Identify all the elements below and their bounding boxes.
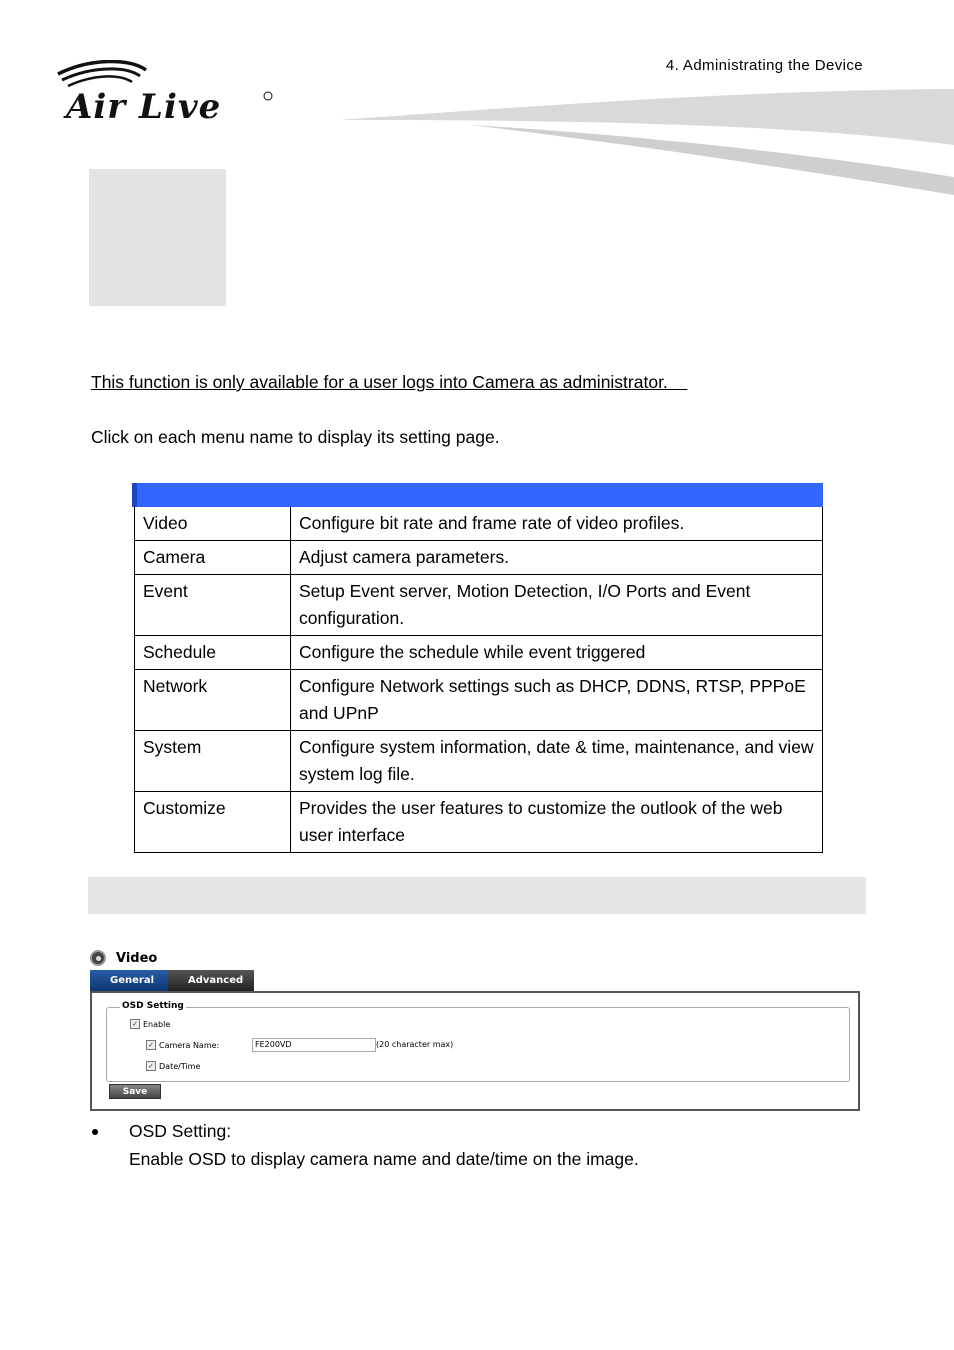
datetime-checkbox[interactable]: ✓ bbox=[146, 1061, 156, 1071]
table-row bbox=[135, 575, 823, 636]
chapter-number-box bbox=[89, 169, 226, 306]
tab-general[interactable]: General bbox=[90, 970, 168, 991]
airlive-logo bbox=[50, 60, 280, 126]
menu-desc: Setup Event server, Motion Detection, I/O Ports and Event configuration. bbox=[291, 575, 823, 636]
camera-name-hint: (20 character max) bbox=[376, 1040, 454, 1049]
table-row bbox=[135, 792, 823, 853]
enable-row bbox=[130, 1019, 170, 1029]
menu-name: Customize bbox=[135, 792, 291, 853]
bullet-icon bbox=[92, 1129, 98, 1135]
camera-name-label: Camera Name: bbox=[159, 1040, 220, 1050]
table-header-row bbox=[135, 484, 823, 507]
camera-icon bbox=[90, 950, 106, 966]
menu-table bbox=[132, 483, 823, 853]
header-swoosh bbox=[340, 85, 954, 200]
menu-desc: Configure system information, date & time, maintenance, and view system log file. bbox=[291, 731, 823, 792]
instruction-text: Click on each menu name to display its setting page. bbox=[91, 427, 500, 447]
chapter-heading: 4. Administrating the Device bbox=[665, 57, 863, 74]
menu-desc: Adjust camera parameters. bbox=[291, 541, 823, 575]
screenshot-title bbox=[90, 948, 157, 968]
bullet-title: OSD Setting: bbox=[129, 1121, 232, 1141]
save-button[interactable]: Save bbox=[109, 1084, 161, 1099]
table-row bbox=[135, 636, 823, 670]
tab-bar bbox=[90, 970, 254, 991]
datetime-row bbox=[146, 1061, 200, 1071]
menu-name: System bbox=[135, 731, 291, 792]
video-settings-screenshot bbox=[90, 948, 862, 1114]
table-row bbox=[135, 731, 823, 792]
table-header-cell bbox=[291, 484, 823, 507]
settings-panel bbox=[90, 991, 860, 1111]
camera-name-row bbox=[146, 1040, 219, 1050]
admin-note: This function is only available for a user logs into Camera as administrator. bbox=[91, 372, 688, 392]
enable-label: Enable bbox=[143, 1019, 171, 1029]
tab-advanced[interactable]: Advanced bbox=[168, 970, 254, 991]
menu-name: Camera bbox=[135, 541, 291, 575]
menu-name: Event bbox=[135, 575, 291, 636]
table-row bbox=[135, 507, 823, 541]
table-row bbox=[135, 670, 823, 731]
bullet-description: Enable OSD to display camera name and date/time on the image. bbox=[129, 1149, 639, 1169]
table-row bbox=[135, 541, 823, 575]
menu-desc: Provides the user features to customize the outlook of the web user interface bbox=[291, 792, 823, 853]
menu-name: Schedule bbox=[135, 636, 291, 670]
menu-desc: Configure bit rate and frame rate of video profiles. bbox=[291, 507, 823, 541]
section-heading-bar bbox=[88, 877, 866, 914]
osd-legend: OSD Setting bbox=[122, 1001, 184, 1011]
menu-desc: Configure the schedule while event triggered bbox=[291, 636, 823, 670]
svg-text:Air Live: Air Live bbox=[66, 87, 222, 126]
menu-desc: Configure Network settings such as DHCP, DDNS, RTSP, PPPoE and UPnP bbox=[291, 670, 823, 731]
menu-name: Network bbox=[135, 670, 291, 731]
enable-checkbox[interactable]: ✓ bbox=[130, 1019, 140, 1029]
camera-name-input[interactable]: FE200VD bbox=[252, 1038, 376, 1052]
screenshot-title-text: Video bbox=[116, 950, 158, 966]
table-header-cell bbox=[135, 484, 291, 507]
datetime-label: Date/Time bbox=[159, 1061, 201, 1071]
camera-name-checkbox[interactable]: ✓ bbox=[146, 1040, 156, 1050]
menu-name: Video bbox=[135, 507, 291, 541]
